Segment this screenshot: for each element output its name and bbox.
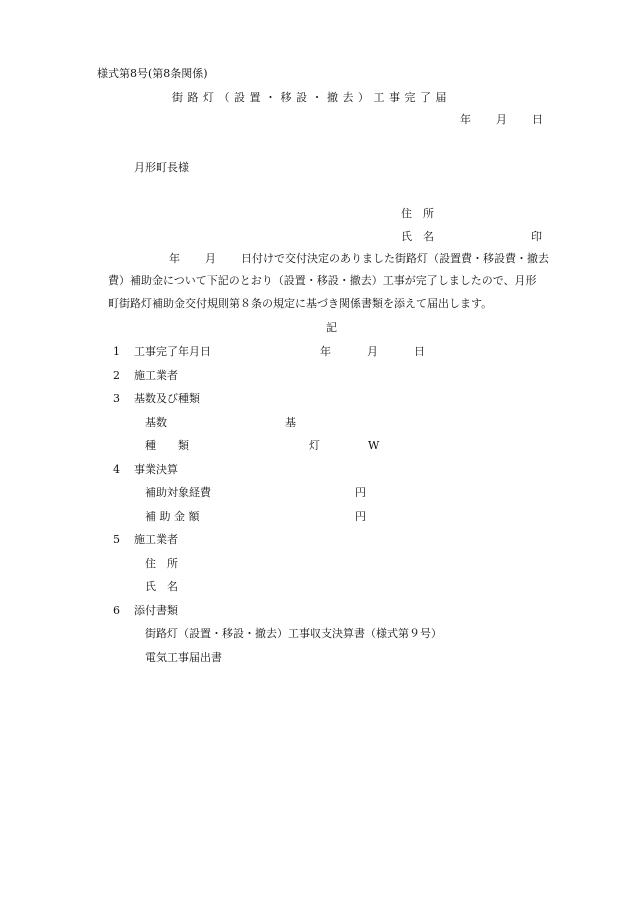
completion-day: 日: [414, 345, 425, 358]
addressee: 月形町長様: [134, 161, 189, 174]
applicant-address-label: 住 所: [401, 207, 434, 220]
item-label-completion-date: 工事完了年月日: [134, 345, 211, 358]
item-label-contractor: 施工業者: [134, 369, 178, 382]
date-day: 日: [532, 113, 543, 126]
body-month: 月: [205, 252, 216, 265]
item-label-attachments: 添付書類: [134, 604, 178, 617]
date-year: 年: [460, 113, 471, 126]
ki-heading: 記: [326, 321, 337, 334]
applicant-name-label: 氏 名: [401, 230, 434, 243]
sub-label-count: 基数: [145, 416, 167, 429]
sub-label-eligible-cost: 補助対象経費: [145, 486, 211, 499]
page-title: 街 路 灯 （ 設 置 ・ 移 設 ・ 撤 去 ） 工 事 完 了 届: [172, 91, 447, 104]
sub-label-type: 種 類: [145, 439, 189, 452]
completion-year: 年: [320, 345, 331, 358]
body-line1: 日付けで交付決定のありました街路灯（設置費・移設費・撤去: [241, 252, 549, 265]
item-number: 5: [113, 533, 120, 546]
attachment-electrical-notice: 電気工事届出書: [145, 651, 222, 664]
item-label-contractor-2: 施工業者: [134, 533, 178, 546]
sub-label-subsidy-amount: 補 助 金 額: [145, 510, 200, 523]
item-number: 6: [113, 604, 120, 617]
attachment-settlement-report: 街路灯（設置・移設・撤去）工事収支決算書（様式第９号）: [145, 627, 442, 640]
body-line3: 町街路灯補助金交付規則第８条の規定に基づき関係書類を添えて届出します。: [108, 297, 493, 310]
seal-mark: 印: [531, 230, 542, 243]
form-number: 様式第8号(第8条関係): [97, 67, 208, 80]
item-number: 1: [113, 345, 120, 358]
unit-yen: 円: [355, 510, 366, 523]
unit-lamp: 灯: [309, 439, 320, 452]
unit-count: 基: [285, 416, 296, 429]
date-month: 月: [496, 113, 507, 126]
completion-month: 月: [367, 345, 378, 358]
item-number: 4: [113, 463, 120, 476]
sub-label-address: 住 所: [145, 557, 178, 570]
item-label-count-type: 基数及び種類: [134, 392, 200, 405]
unit-yen: 円: [355, 486, 366, 499]
item-label-settlement: 事業決算: [134, 463, 178, 476]
sub-label-name: 氏 名: [145, 580, 178, 593]
item-number: 3: [113, 392, 120, 405]
body-year: 年: [169, 252, 180, 265]
unit-watt: W: [368, 439, 380, 452]
body-line2: 費）補助金について下記のとおり（設置・移設・撤去）工事が完了しましたので、月形: [108, 274, 537, 287]
item-number: 2: [113, 369, 120, 382]
